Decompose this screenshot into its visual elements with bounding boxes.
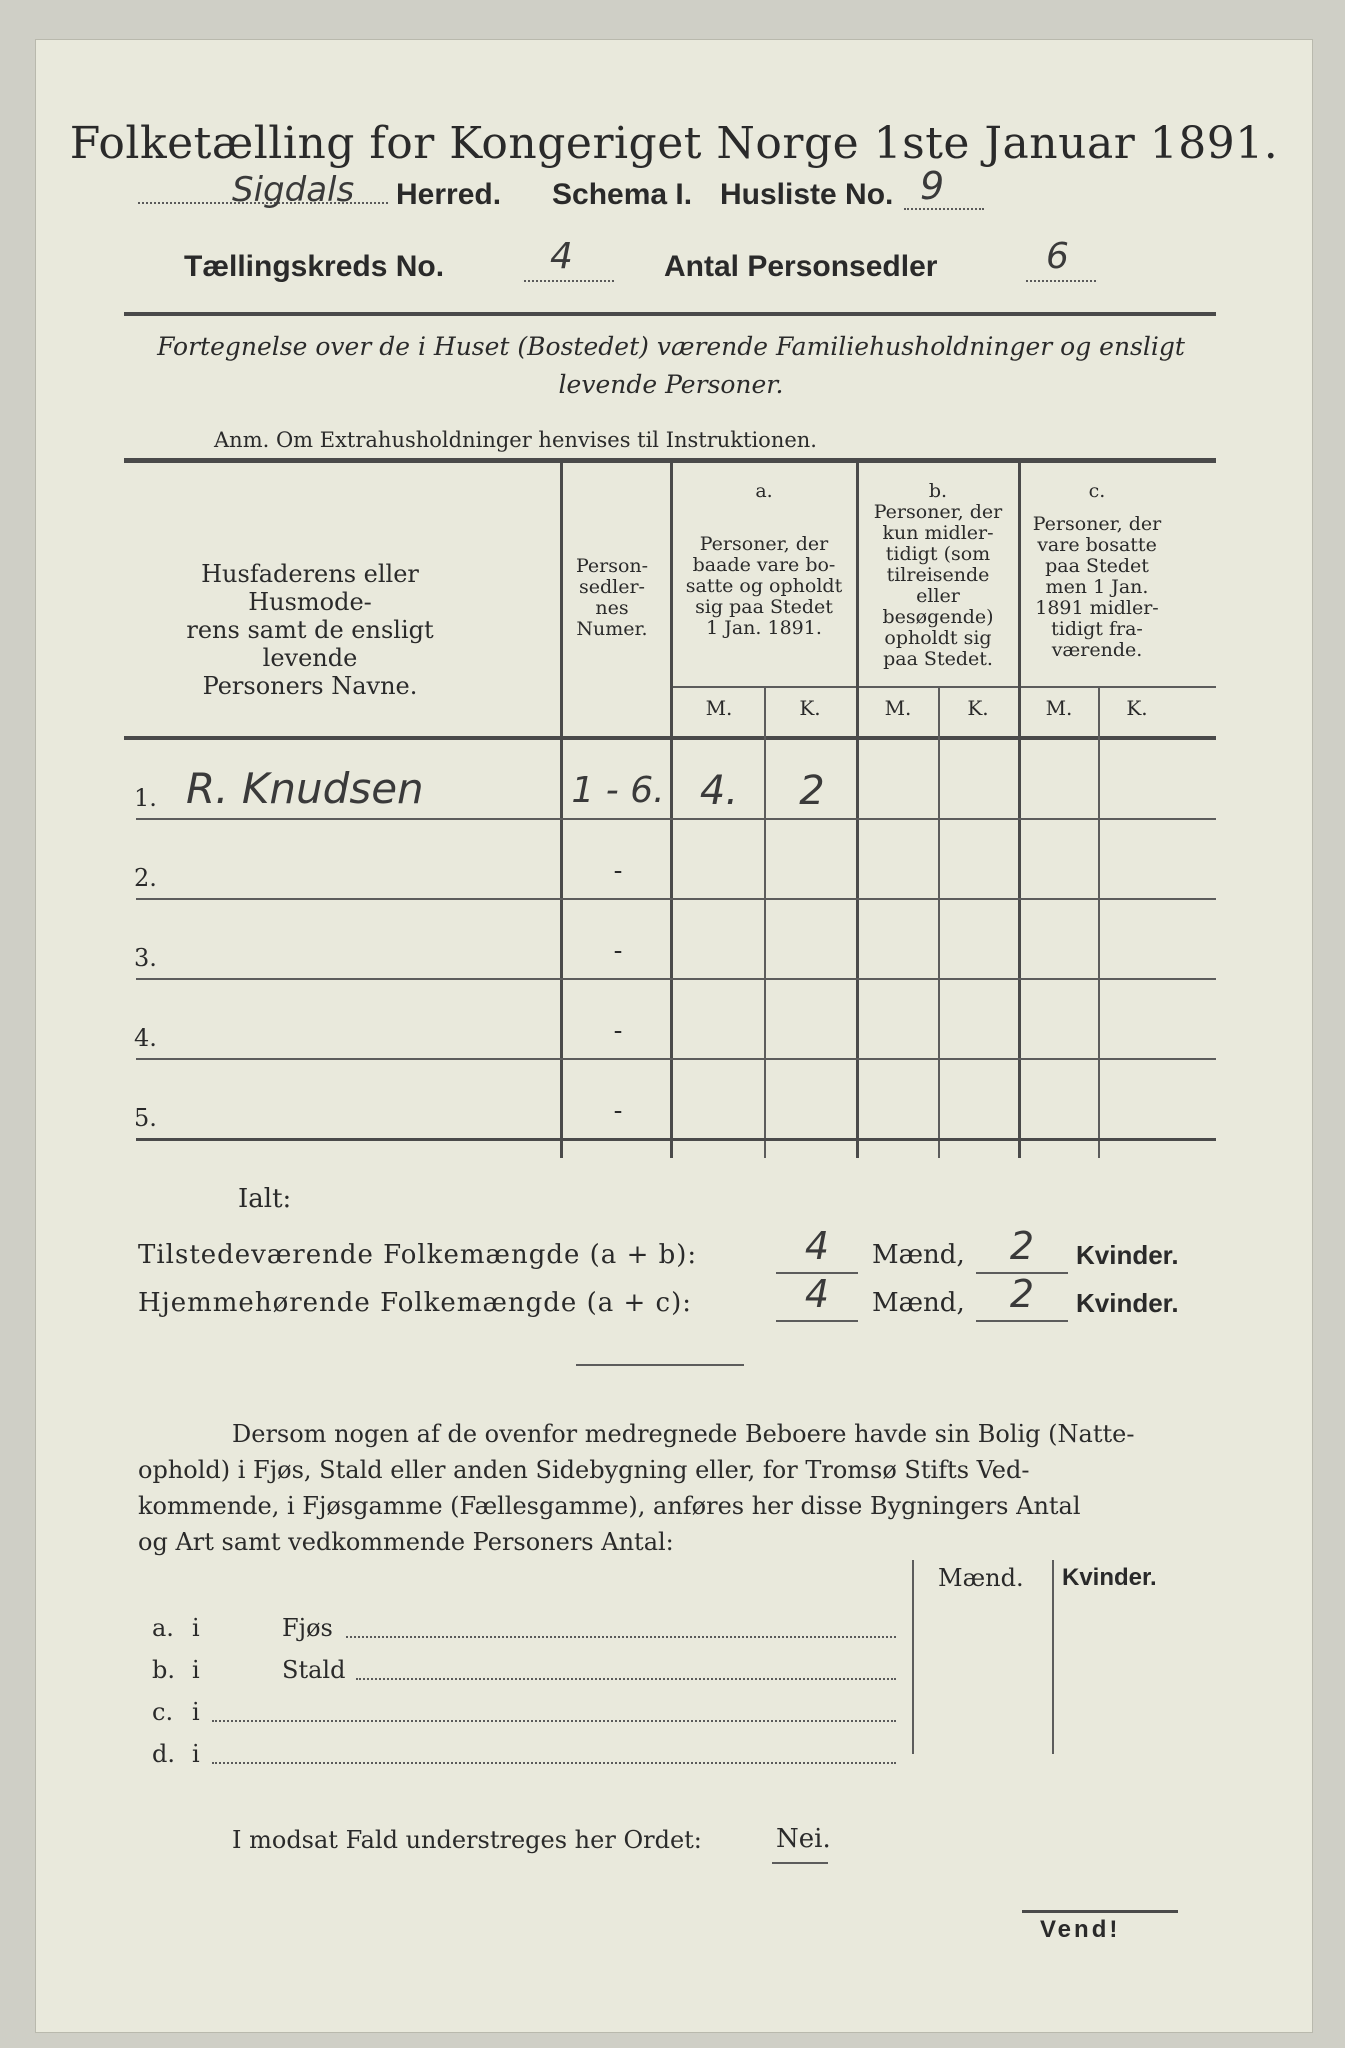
item-a-i: i <box>192 1614 200 1642</box>
row-5-rule <box>136 1138 1216 1141</box>
vline-a-mk <box>764 688 766 1158</box>
row-3-rule <box>136 978 1216 980</box>
item-b-label: Stald <box>282 1656 346 1684</box>
row-1-name: R. Knudsen <box>186 764 424 813</box>
vline-kvinder <box>1052 1560 1054 1754</box>
row-4-rule <box>136 1058 1216 1060</box>
row-3-num: - <box>613 936 623 966</box>
kreds-label: Tællingskreds No. <box>184 250 445 283</box>
vline-b <box>1018 462 1021 1158</box>
item-c-i: i <box>192 1698 200 1726</box>
vline-b-mk <box>938 688 940 1158</box>
row-1-rule <box>136 818 1216 820</box>
tilstede-kvinder: 2 <box>1009 1224 1035 1268</box>
herred-label: Herred. <box>396 178 502 211</box>
antal-value: 6 <box>1046 236 1069 277</box>
husliste-label: Husliste No. <box>720 178 894 211</box>
antal-label: Antal Personsedler <box>664 250 938 283</box>
col-header-c: Personer, der vare bosatte paa Stedet men 1 Jan. 1891 midler- tidigt fra- værende. <box>1032 513 1162 661</box>
kreds-dotline <box>524 280 614 282</box>
intro-line1: Fortegnelse over de i Huset (Bostedet) værende Familiehusholdninger og ensligt <box>157 332 1185 361</box>
tilstede-kvinder-label: Kvinder. <box>1076 1240 1179 1270</box>
hjemme-kvinder: 2 <box>1009 1272 1035 1316</box>
row-4-no: 4. <box>134 1024 157 1052</box>
item-c-dotline <box>212 1720 896 1722</box>
row-1-no: 1. <box>134 784 157 812</box>
item-b-dotline <box>356 1678 896 1680</box>
col-c-letter: c. <box>1088 480 1106 502</box>
row-1-ak: 2 <box>799 768 825 814</box>
item-b-i: i <box>192 1656 200 1684</box>
hjemme-maend: 4 <box>804 1272 830 1316</box>
c-m-label: M. <box>1045 696 1073 720</box>
row-1-am: 4. <box>699 768 739 814</box>
hjemme-maend-label: Mænd, <box>872 1288 965 1318</box>
b-k-label: K. <box>967 696 989 720</box>
hjemme-kvinder-label: Kvinder. <box>1076 1288 1179 1318</box>
col-header-a: Personer, der baade vare bo- satte og opholdt sig paa Stedet 1 Jan. 1891. <box>685 533 843 639</box>
anm-note: Anm. Om Extrahusholdninger henvises til Instruktionen. <box>214 428 817 452</box>
col-header-numer: Person- sedler- nes Numer. <box>575 555 649 640</box>
row-2-rule <box>136 898 1216 900</box>
nei-word: Nei. <box>776 1824 831 1854</box>
item-c-letter: c. <box>152 1698 174 1726</box>
item-a-dotline <box>346 1636 896 1638</box>
col-header-b: Personer, der kun midler- tidigt (som tilreisende eller besøgende) opholdt sig paa Stedet. <box>873 501 1003 670</box>
antal-dotline <box>1026 280 1096 282</box>
bottom-paragraph: Dersom nogen af de ovenfor medregnede Beboere havde sin Bolig (Natte- ophold) i Fjøs, Stald eller anden Sidebygning eller, for Tromsø Stifts Ved- kommende, i Fjøsgamme (Fællesgamme), anføres her disse Bygningers Antal og Art samt vedkommende Personers Antal: <box>138 1420 1135 1556</box>
item-a-letter: a. <box>152 1614 174 1642</box>
col-a-letter: a. <box>755 480 773 502</box>
section-divider <box>576 1364 744 1366</box>
row-2-num: - <box>613 856 623 886</box>
row-5-no: 5. <box>134 1104 157 1132</box>
ialt-label: Ialt: <box>238 1184 292 1214</box>
modsat-text: I modsat Fald understreges her Ordet: <box>232 1826 702 1854</box>
vline-maend <box>912 1560 914 1754</box>
tilstede-maend-label: Mænd, <box>872 1240 965 1270</box>
row-1-num: 1 - 6. <box>571 770 665 811</box>
kreds-value: 4 <box>550 236 573 277</box>
row-3-no: 3. <box>134 944 157 972</box>
hjemme-label: Hjemmehørende Folkemængde (a + c): <box>138 1288 692 1318</box>
a-k-label: K. <box>799 696 821 720</box>
item-a-label: Fjøs <box>282 1614 333 1642</box>
maend-col-header: Mænd. <box>938 1564 1024 1592</box>
census-form-page <box>36 40 1312 2032</box>
form-title: Folketælling for Kongeriget Norge 1ste Januar 1891. <box>69 118 1279 169</box>
item-d-dotline <box>212 1762 896 1764</box>
hjemme-maend-line <box>776 1320 858 1322</box>
item-d-letter: d. <box>152 1740 175 1768</box>
c-k-label: K. <box>1126 696 1148 720</box>
mk-top-rule <box>673 686 1216 688</box>
tilstede-label: Tilstedeværende Folkemængde (a + b): <box>138 1240 698 1270</box>
herred-value: Sigdals <box>232 170 355 210</box>
vend-rule <box>1022 1910 1178 1913</box>
b-m-label: M. <box>884 696 912 720</box>
intro-line2: levende Personer. <box>558 370 784 399</box>
husliste-dotline <box>904 208 984 210</box>
kvinder-col-header: Kvinder. <box>1062 1564 1157 1591</box>
nei-underline <box>772 1862 828 1864</box>
vline-names <box>560 462 563 1158</box>
row-4-num: - <box>613 1016 623 1046</box>
col-header-names: Husfaderens eller Husmode- rens samt de ensligt levende Personers Navne. <box>186 560 434 700</box>
husliste-value: 9 <box>920 164 945 208</box>
row-5-num: - <box>613 1096 623 1126</box>
hjemme-kvinder-line <box>976 1320 1068 1322</box>
header-rule <box>124 312 1216 316</box>
a-m-label: M. <box>705 696 733 720</box>
schema-label: Schema I. <box>552 178 693 211</box>
item-d-i: i <box>192 1740 200 1768</box>
item-b-letter: b. <box>152 1656 175 1684</box>
vline-c-mk <box>1098 688 1100 1158</box>
vend-text: Vend! <box>1040 1916 1121 1943</box>
col-b-letter: b. <box>928 480 948 502</box>
row-2-no: 2. <box>134 864 157 892</box>
tilstede-maend: 4 <box>804 1224 830 1268</box>
